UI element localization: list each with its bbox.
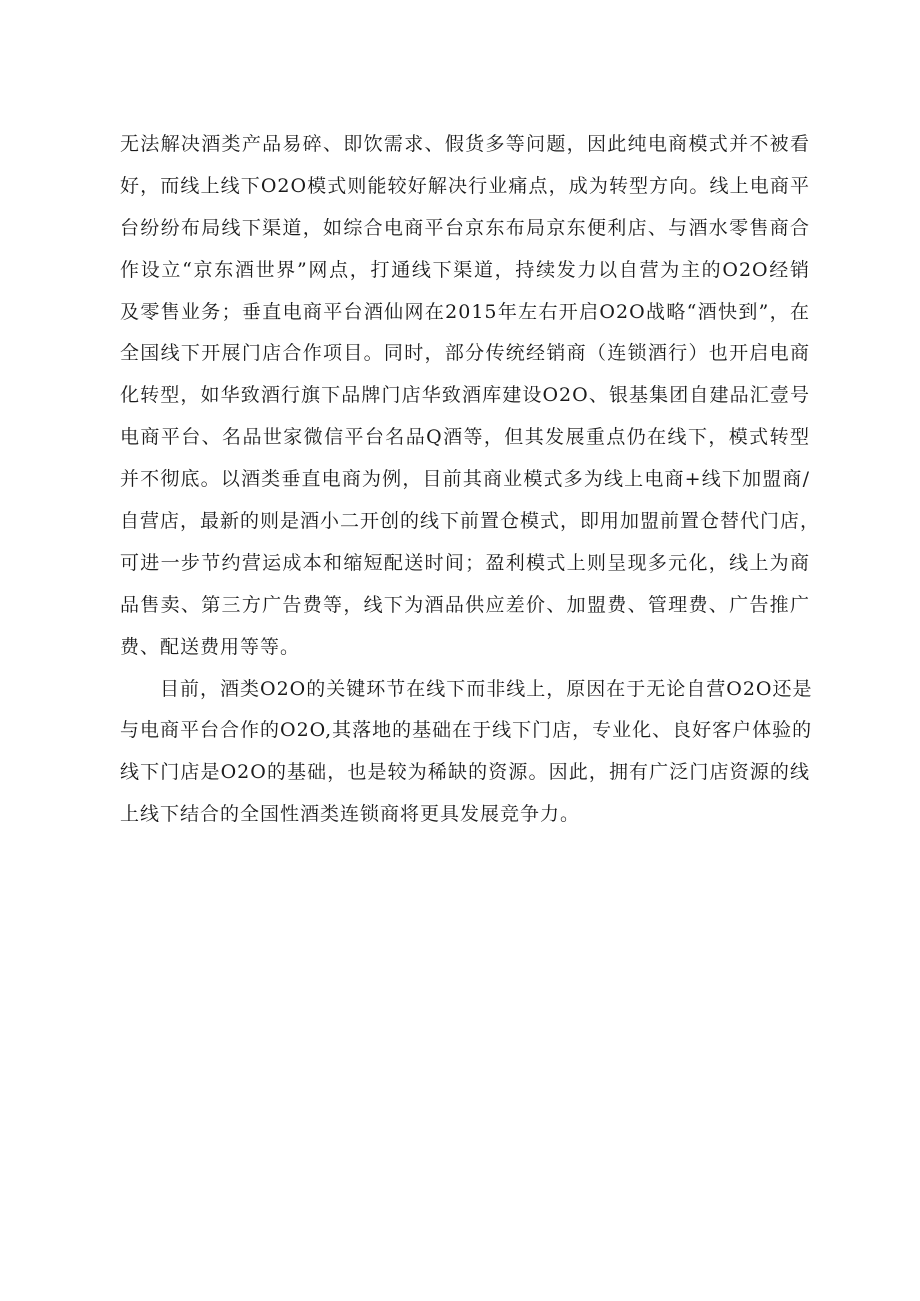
paragraph-line: 化转型，如华致酒行旗下品牌门店华致酒库建设O2O、银基集团自建品汇壹号 bbox=[120, 384, 810, 407]
paragraph-line: 并不彻底。以酒类垂直电商为例，目前其商业模式多为线上电商+线下加盟商/ bbox=[120, 468, 810, 491]
paragraph-line: 与电商平台合作的O2O,其落地的基础在于线下门店，专业化、良好客户体验的 bbox=[120, 719, 813, 742]
paragraph-line: 品售卖、第三方广告费等，线下为酒品供应差价、加盟费、管理费、广告推广 bbox=[120, 593, 810, 616]
paragraph-line: 上线下结合的全国性酒类连锁商将更具发展竞争力。 bbox=[120, 803, 581, 826]
paragraph-line: 自营店，最新的则是酒小二开创的线下前置仓模式，即用加盟前置仓替代门店， bbox=[120, 510, 821, 533]
paragraph-line: 电商平台、名品世家微信平台名品Q酒等，但其发展重点仍在线下，模式转型 bbox=[120, 426, 810, 449]
paragraph-line: 无法解决酒类产品易碎、即饮需求、假货多等问题，因此纯电商模式并不被看 bbox=[120, 133, 810, 155]
paragraph-line: 线下门店是O2O的基础，也是较为稀缺的资源。因此，拥有广泛门店资源的线 bbox=[120, 761, 810, 784]
paragraph-line: 目前，酒类O2O的关键环节在线下而非线上，原因在于无论自营O2O还是 bbox=[160, 677, 813, 700]
paragraph-1 bbox=[120, 124, 821, 669]
paragraph-line: 费、配送费用等等。 bbox=[120, 635, 301, 658]
paragraph-line: 台纷纷布局线下渠道，如综合电商平台京东布局京东便利店、与酒水零售商合 bbox=[120, 216, 810, 239]
paragraph-2 bbox=[120, 669, 813, 837]
paragraph-line: 及零售业务；垂直电商平台酒仙网在2015年左右开启O2O战略“酒快到”，在 bbox=[120, 300, 810, 323]
paragraph-line: 可进一步节约营运成本和缩短配送时间；盈利模式上则呈现多元化，线上为商 bbox=[120, 551, 810, 574]
document-body bbox=[120, 124, 821, 836]
paragraph-line: 好，而线上线下O2O模式则能较好解决行业痛点，成为转型方向。线上电商平 bbox=[120, 174, 810, 197]
paragraph-line: 作设立“京东酒世界”网点，打通线下渠道，持续发力以自营为主的O2O经销 bbox=[120, 258, 810, 281]
paragraph-line: 全国线下开展门店合作项目。同时，部分传统经销商（连锁酒行）也开启电商 bbox=[120, 342, 810, 365]
